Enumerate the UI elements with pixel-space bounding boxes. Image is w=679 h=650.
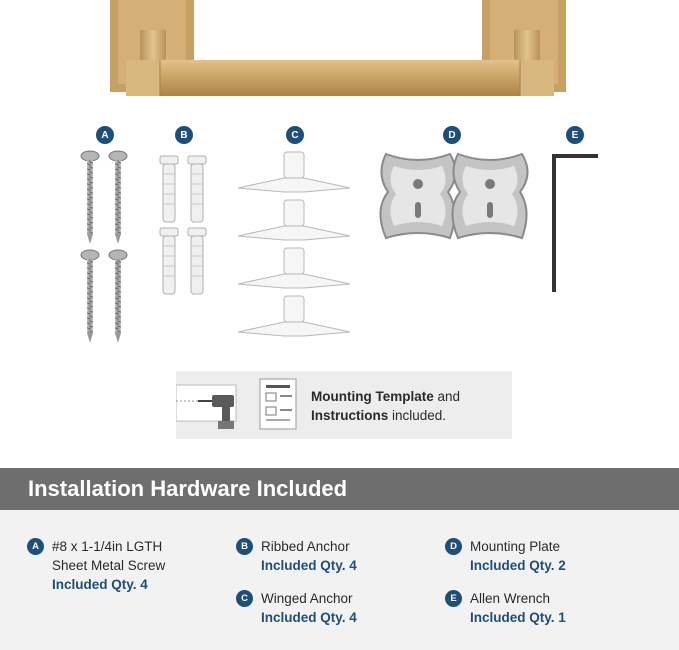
legend-item-b [236,537,357,575]
allen-wrench [552,154,598,292]
hardware-illustrations [0,118,679,358]
legend-name-d: Mounting Plate [470,539,561,554]
mounting-plate-group [380,154,527,238]
winged-anchor-group [238,152,350,336]
legend-badge-b: B [236,538,253,555]
installation-banner [0,468,679,510]
legend-badge-c: C [236,590,253,607]
legend-badge-a: A [27,538,44,555]
legend-name-a-line2: Sheet Metal Screw [52,558,166,573]
template-text [311,387,460,425]
legend-badge-d: D [445,538,462,555]
legend-item-d [445,537,566,575]
badge-c: C [286,126,304,144]
legend-name-c: Winged Anchor [261,591,353,606]
banner-title: Installation Hardware Included [28,476,348,501]
badge-a: A [96,126,114,144]
template-line2-rest: included. [388,408,447,423]
template-line2-bold: Instructions [311,408,389,423]
legend-badge-e: E [445,590,462,607]
legend-name-a-line1: #8 x 1-1/4in LGTH [52,539,163,554]
screw-group [81,151,127,343]
legend-item-c [236,589,357,627]
template-line1-bold: Mounting Template [311,389,434,404]
legend-item-e [445,589,566,627]
towel-bar-image [0,0,679,110]
ribbed-anchor-group [160,156,206,294]
legend-name-b: Ribbed Anchor [261,539,350,554]
badge-d: D [443,126,461,144]
towel-bar-illustration [0,0,679,110]
legend-qty-c: Included Qty. 4 [261,610,357,625]
legend-qty-b: Included Qty. 4 [261,558,357,573]
legend-qty-a: Included Qty. 4 [52,577,148,592]
hardware-legend [0,510,679,650]
legend-qty-d: Included Qty. 2 [470,558,566,573]
legend-item-a [27,537,165,594]
badge-b: B [175,126,193,144]
legend-name-e: Allen Wrench [470,591,551,606]
template-drill-icon [176,371,306,439]
template-line1-rest: and [433,389,461,404]
template-instructions-box [176,371,512,439]
hardware-drawings [0,118,679,358]
badge-e: E [566,126,584,144]
legend-qty-e: Included Qty. 1 [470,610,566,625]
